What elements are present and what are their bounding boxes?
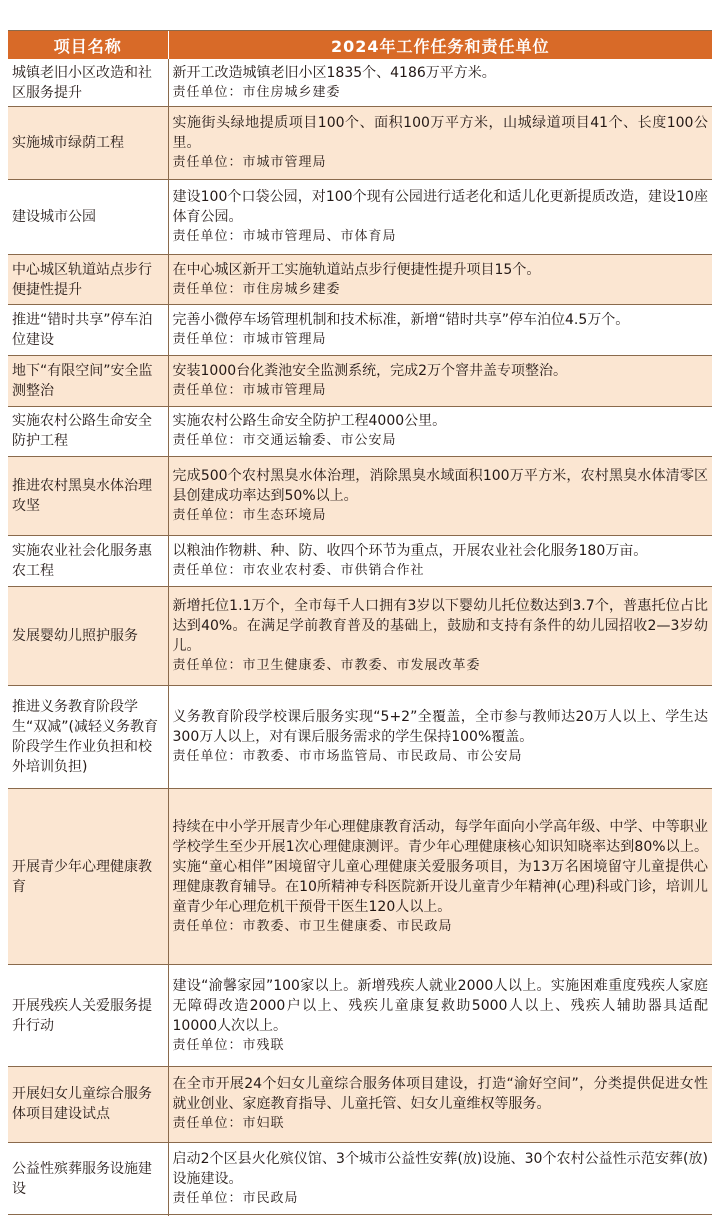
task-cell — [168, 686, 712, 789]
task-cell — [168, 254, 712, 305]
responsible-unit: 责任单位：市教委、市市场监管局、市民政局、市公安局 — [172, 749, 523, 765]
task-cell — [168, 789, 712, 965]
project-name: 公益性殡葬服务设施建设 — [8, 1142, 168, 1216]
table-row — [8, 59, 712, 107]
project-name: 推进“错时共享”停车泊位建设 — [8, 305, 168, 356]
task-cell — [168, 965, 712, 1066]
table-row — [8, 179, 712, 254]
table-row — [8, 305, 712, 356]
task-cell — [168, 536, 712, 587]
project-name: 开展青少年心理健康教育 — [8, 789, 168, 965]
project-name: 实施城市绿荫工程 — [8, 107, 168, 180]
task-description: 义务教育阶段学校课后服务实现“5+2”全覆盖，全市参与教师达20万人以上、学生达300万人以上，对有课后服务需求的学生保持100%覆盖。 — [172, 709, 708, 746]
responsible-unit: 责任单位：市民政局 — [172, 1191, 299, 1207]
responsible-unit: 责任单位：市城市管理局 — [172, 155, 327, 170]
task-description: 在中心城区新开工实施轨道站点步行便捷性提升项目15个。 — [172, 261, 541, 278]
table-row — [8, 356, 712, 407]
task-cell — [168, 305, 712, 356]
task-description: 完成500个农村黑臭水体治理，消除黑臭水域面积100万平方米，农村黑臭水体清零区县创建成功率达到50%以上。 — [172, 468, 708, 505]
task-cell — [168, 457, 712, 536]
project-name: 推进农村黑臭水体治理攻坚 — [8, 457, 168, 536]
project-name: 建设城市公园 — [8, 179, 168, 254]
table-row — [8, 406, 712, 457]
header-tasks-and-units: 2024年工作任务和责任单位 — [168, 31, 712, 59]
project-name: 城镇老旧小区改造和社区服务提升 — [8, 59, 168, 107]
table-row — [8, 586, 712, 685]
task-description: 启动2个区县火化殡仪馆、3个城市公益性安葬(放)设施、30个农村公益性示范安葬(放)设施建设。 — [172, 1151, 708, 1188]
responsible-unit: 责任单位：市交通运输委、市公安局 — [172, 433, 397, 449]
task-description: 新增托位1.1万个，全市每千人口拥有3岁以下婴幼儿托位数达到3.7个，普惠托位占比达到40%。在满足学前教育普及的基础上，鼓励和支持有条件的幼儿园招收2—3岁幼儿。 — [172, 597, 708, 654]
task-cell — [168, 1066, 712, 1142]
responsible-unit: 责任单位：市妇联 — [172, 1116, 285, 1132]
project-name: 发展婴幼儿照护服务 — [8, 586, 168, 685]
task-description: 新开工改造城镇老旧小区1835个、4186万平方米。 — [172, 64, 496, 81]
table-row — [8, 686, 712, 789]
responsible-unit: 责任单位：市城市管理局 — [172, 332, 327, 348]
task-description: 持续在中小学开展青少年心理健康教育活动，每学年面向小学高年级、中学、中等职业学校学生至少开展1次心理健康测评。青少年心理健康核心知识知晓率达到80%以上。实施“童心相伴”困境留守儿童心理健康关爱服务项目，为13万名困境留守儿童提供心理健康教育辅导。在10所精神专科医院新开设儿童青少年精神(心理)科或门诊，培训儿童青少年心理危机干预骨干医生120人以上。 — [172, 818, 708, 915]
task-description: 建设“渝馨家园”100家以上。新增残疾人就业2000人以上。实施困难重度残疾人家庭无障碍改造2000户以上、残疾儿童康复救助5000人以上、残疾人辅助器具适配10000人次以上。 — [172, 977, 708, 1034]
project-name: 实施农村公路生命安全防护工程 — [8, 406, 168, 457]
task-description: 完善小微停车场管理机制和技术标准，新增“错时共享”停车泊位4.5万个。 — [172, 312, 630, 329]
task-table-container — [8, 30, 712, 1215]
responsible-unit: 责任单位：市住房城乡建委 — [172, 281, 341, 297]
project-name: 地下“有限空间”安全监测整治 — [8, 356, 168, 407]
table-row — [8, 254, 712, 305]
header-project-name: 项目名称 — [8, 31, 168, 59]
task-cell — [168, 59, 712, 107]
table-row — [8, 789, 712, 965]
responsible-unit: 责任单位：市生态环境局 — [172, 508, 327, 524]
task-description: 以粮油作物耕、种、防、收四个环节为重点，开展农业社会化服务180万亩。 — [172, 543, 648, 560]
project-name: 开展妇女儿童综合服务体项目建设试点 — [8, 1066, 168, 1142]
project-name: 开展残疾人关爱服务提升行动 — [8, 965, 168, 1066]
task-table — [8, 31, 712, 1216]
project-name: 推进义务教育阶段学生“双减”(减轻义务教育阶段学生作业负担和校外培训负担) — [8, 686, 168, 789]
task-cell — [168, 107, 712, 180]
task-description: 实施农村公路生命安全防护工程4000公里。 — [172, 413, 447, 430]
task-description: 建设100个口袋公园，对100个现有公园进行适老化和适儿化更新提质改造，建设10座体育公园。 — [172, 188, 708, 225]
table-row — [8, 1142, 712, 1216]
table-row — [8, 536, 712, 587]
responsible-unit: 责任单位：市城市管理局 — [172, 382, 327, 398]
responsible-unit: 责任单位：市残联 — [172, 1037, 285, 1053]
responsible-unit: 责任单位：市城市管理局、市体育局 — [172, 228, 397, 244]
table-row — [8, 107, 712, 180]
task-cell — [168, 1142, 712, 1216]
project-name: 中心城区轨道站点步行便捷性提升 — [8, 254, 168, 305]
table-row — [8, 457, 712, 536]
responsible-unit: 责任单位：市农业农村委、市供销合作社 — [172, 563, 425, 579]
task-description: 安装1000台化粪池安全监测系统，完成2万个窨井盖专项整治。 — [172, 362, 568, 379]
responsible-unit: 责任单位：市住房城乡建委 — [172, 84, 341, 100]
responsible-unit: 责任单位：市教委、市卫生健康委、市民政局 — [172, 918, 453, 934]
task-cell — [168, 406, 712, 457]
project-name: 实施农业社会化服务惠农工程 — [8, 536, 168, 587]
table-row — [8, 965, 712, 1066]
table-row — [8, 1066, 712, 1142]
responsible-unit: 责任单位：市卫生健康委、市教委、市发展改革委 — [172, 657, 481, 673]
task-cell — [168, 356, 712, 407]
task-description: 在全市开展24个妇女儿童综合服务体项目建设，打造“渝好空间”，分类提供促进女性就业创业、家庭教育指导、儿童托管、妇女儿童维权等服务。 — [172, 1076, 708, 1113]
table-header-row — [8, 31, 712, 59]
task-description: 实施街头绿地提质项目100个、面积100万平方米，山城绿道项目41个、长度100公里。 — [172, 115, 708, 151]
task-cell — [168, 586, 712, 685]
task-cell — [168, 179, 712, 254]
